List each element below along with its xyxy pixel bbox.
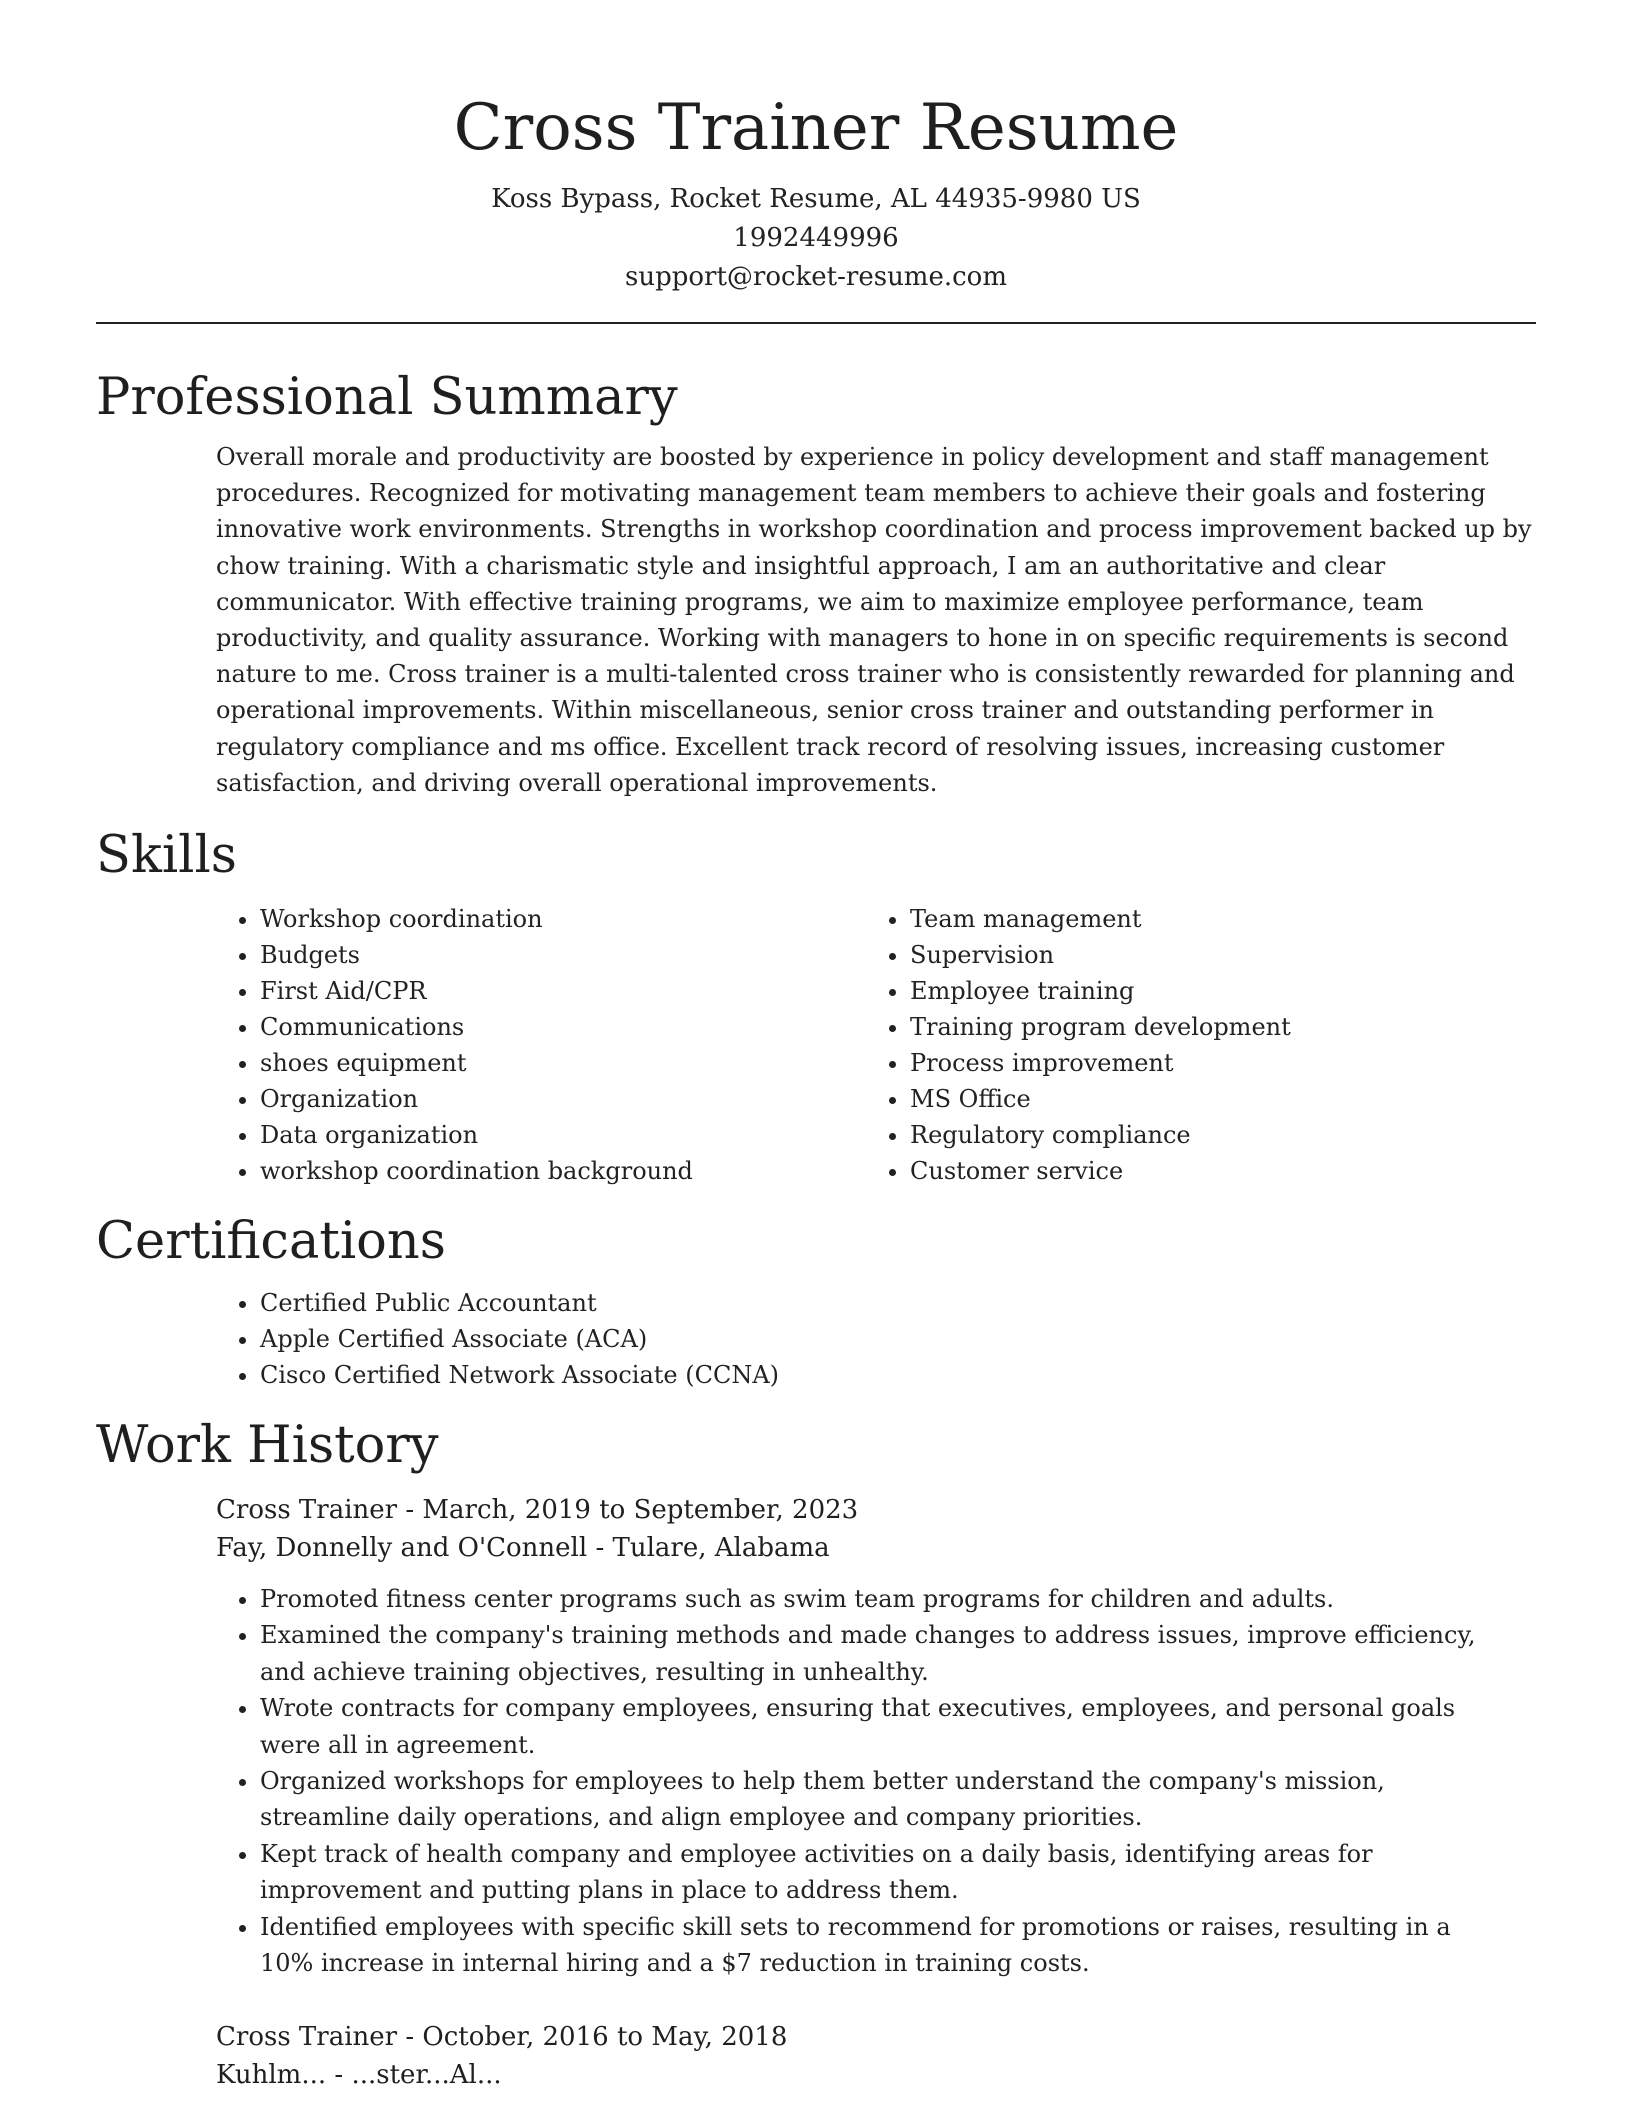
skill-item: • Process improvement <box>910 1045 1510 1081</box>
skill-item: • Workshop coordination <box>260 901 866 937</box>
contact-phone: 1992449996 <box>733 223 899 253</box>
certification-item: • Certified Public Accountant <box>260 1285 1550 1321</box>
summary-heading: Professional Summary <box>96 368 678 427</box>
job-dates: March, 2019 to September, 2023 <box>422 1495 859 1526</box>
skill-item: • workshop coordination background <box>260 1153 866 1189</box>
skill-item: • Team management <box>910 901 1510 937</box>
job-bullet: • Kept track of health company and employee activities on a daily basis, identifying areas for improvement and putting plans in place to address them. <box>260 1836 1510 1909</box>
job-company-line <box>216 1529 1536 1567</box>
skills-heading: Skills <box>96 826 237 886</box>
separator-dash: - <box>405 2021 423 2052</box>
job-bullet: • Examined the company's training methods and made changes to address issues, improve efficiency, and achieve training objectives, resulting in unhealthy. <box>260 1617 1510 1690</box>
contact-block <box>96 180 1536 297</box>
skill-item: • Data organization <box>260 1117 866 1153</box>
resume-page <box>96 0 1536 2094</box>
skills-columns <box>216 901 1536 1189</box>
job-entry <box>216 1491 1536 1981</box>
certification-item: • Apple Certified Associate (ACA) <box>260 1321 1550 1357</box>
skill-item: • Budgets <box>260 937 866 973</box>
certifications-list <box>216 1285 1550 1393</box>
skills-list-left <box>216 901 866 1189</box>
skill-item: • Regulatory compliance <box>910 1117 1510 1153</box>
work-history-heading: Work History <box>96 1416 439 1476</box>
job-title-line <box>216 2018 1536 2056</box>
skill-item: • shoes equipment <box>260 1045 866 1081</box>
certifications-section <box>96 1211 1536 1393</box>
job-bullet: • Organized workshops for employees to help them better understand the company's mission, streamline daily operations, and align employee and company priorities. <box>260 1763 1510 1836</box>
job-title: Cross Trainer <box>216 1495 398 1526</box>
separator-dash: - <box>405 1495 423 1526</box>
contact-email: support@rocket-resume.com <box>624 262 1007 292</box>
certifications-heading: Certifications <box>96 1212 446 1272</box>
work-history-section <box>96 1415 1536 2093</box>
job-bullet: • Wrote contracts for company employees, ensuring that executives, employees, and personal goals were all in agreement. <box>260 1690 1510 1763</box>
separator-dash: - <box>595 1533 613 1564</box>
skill-item: • MS Office <box>910 1081 1510 1117</box>
summary-section <box>96 367 1536 801</box>
header-divider <box>96 322 1536 324</box>
job-company: Kuhlm... <box>216 2059 327 2090</box>
job-dates: October, 2016 to May, 2018 <box>422 2021 788 2052</box>
skill-item: • Customer service <box>910 1153 1510 1189</box>
skill-item: • Supervision <box>910 937 1510 973</box>
job-location: ...ster...Al... <box>351 2059 502 2090</box>
summary-text: Overall morale and productivity are boosted by experience in policy development and staff management procedures. Recognized for motivating management team members to achieve their goals and fostering innovative work environments. Strengths in workshop coordination and process improvement backed up by chow training. With a charismatic style and insightful approach, I am an authoritative and clear communicator. With effective training programs, we aim to maximize employee performance, team productivity, and quality assurance. Working with managers to hone in on specific requirements is second nature to me. Cross trainer is a multi-talented cross trainer who is consistently rewarded for planning and operational improvements. Within miscellaneous, senior cross trainer and outstanding performer in regulatory compliance and ms office. Excellent track record of resolving issues, increasing customer satisfaction, and driving overall operational improvements. <box>216 443 1532 797</box>
resume-title: Cross Trainer Resume <box>453 91 1179 165</box>
job-bullet: • Identified employees with specific skill sets to recommend for promotions or raises, resulting in a 10% increase in internal hiring and a $7 reduction in training costs. <box>260 1909 1510 1982</box>
job-bullet: • Promoted fitness center programs such as swim team programs for children and adults. <box>260 1581 1510 1617</box>
skill-item: • Employee training <box>910 973 1510 1009</box>
job-location: Tulare, Alabama <box>612 1533 830 1564</box>
job-title: Cross Trainer <box>216 2021 398 2052</box>
skill-item: • Training program development <box>910 1009 1510 1045</box>
skills-section <box>96 825 1536 1189</box>
separator-dash: - <box>334 2059 352 2090</box>
job-company-line <box>216 2056 1536 2094</box>
skill-item: • Communications <box>260 1009 866 1045</box>
job-title-line <box>216 1491 1536 1529</box>
contact-address: Koss Bypass, Rocket Resume, AL 44935-9980 US <box>491 184 1141 214</box>
skills-list-right <box>866 901 1510 1189</box>
skill-item: • Organization <box>260 1081 866 1117</box>
job-company: Fay, Donnelly and O'Connell <box>216 1533 588 1564</box>
skill-item: • First Aid/CPR <box>260 973 866 1009</box>
certification-item: • Cisco Certified Network Associate (CCNA) <box>260 1357 1550 1393</box>
job-bullets <box>216 1581 1510 1981</box>
job-entry <box>216 2018 1536 2094</box>
